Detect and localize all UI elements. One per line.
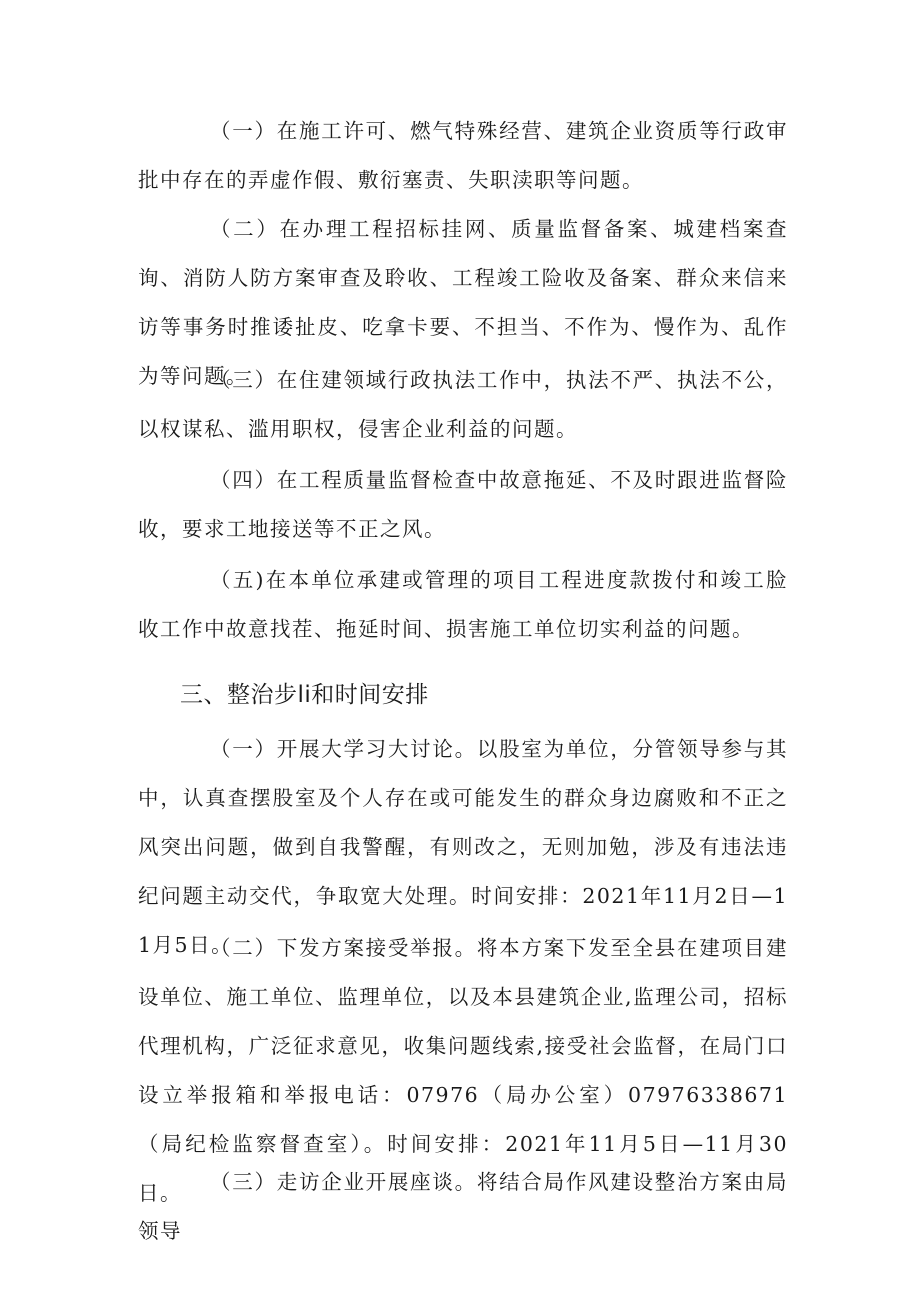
section-heading: 三、整治步li和时间安排 (180, 682, 429, 708)
paragraph-issue-3: （三）在住建领域行政执法工作中，执法不严、执法不公，以权谋私、滥用职权，侵害企业利益的问题。 (138, 368, 788, 441)
paragraph-step-1: （一）开展大学习大讨论。以股室为单位，分管领导参与其中，认真查摆股室及个人存在或可能发生的群众身边腐败和不正之风突出问题，做到自我警醒，有则改之，无则加勉，涉及有违法违纪问题主动交代，争取宽大处理。时间安排：2021年11月2日—11月5日。 (138, 737, 788, 957)
paragraph-issue-2: （二）在办理工程招标挂网、质量监督备案、城建档案查询、消防人防方案审查及聆收、工程竣工险收及备案、群众来信来访等事务时推诿扯皮、吃拿卡要、不担当、不作为、慢作为、乱作为等问题。 (138, 217, 788, 388)
paragraph-issue-1: （一）在施工许可、燃气特殊经营、建筑企业资质等行政审批中存在的弄虚作假、敷衍塞责、失职渎职等问题。 (138, 119, 788, 192)
paragraph-issue-4: （四）在工程质量监督检查中故意拖延、不及时跟进监督险收，要求工地接送等不正之风。 (138, 468, 788, 541)
paragraph-step-2: （二）下发方案接受举报。将本方案下发至全县在建项目建设单位、施工单位、监理单位，以及本县建筑企业,监理公司，招标代理机构，广泛征求意见，收集问题线索,接受社会监督，在局门口设立举报箱和举报电话：07976（局办公室）07976338671（局纪检监察督查室）。时间安排：2021年11月5日—11月30日。 (138, 936, 788, 1205)
paragraph-step-3: （三）走访企业开展座谈。将结合局作风建设整治方案由局领导 (138, 1170, 788, 1243)
paragraph-issue-5: （五)在本单位承建或管理的项目工程进度款拨付和竣工脸收工作中故意找茬、拖延时间、损害施工单位切实利益的问题。 (138, 568, 788, 641)
